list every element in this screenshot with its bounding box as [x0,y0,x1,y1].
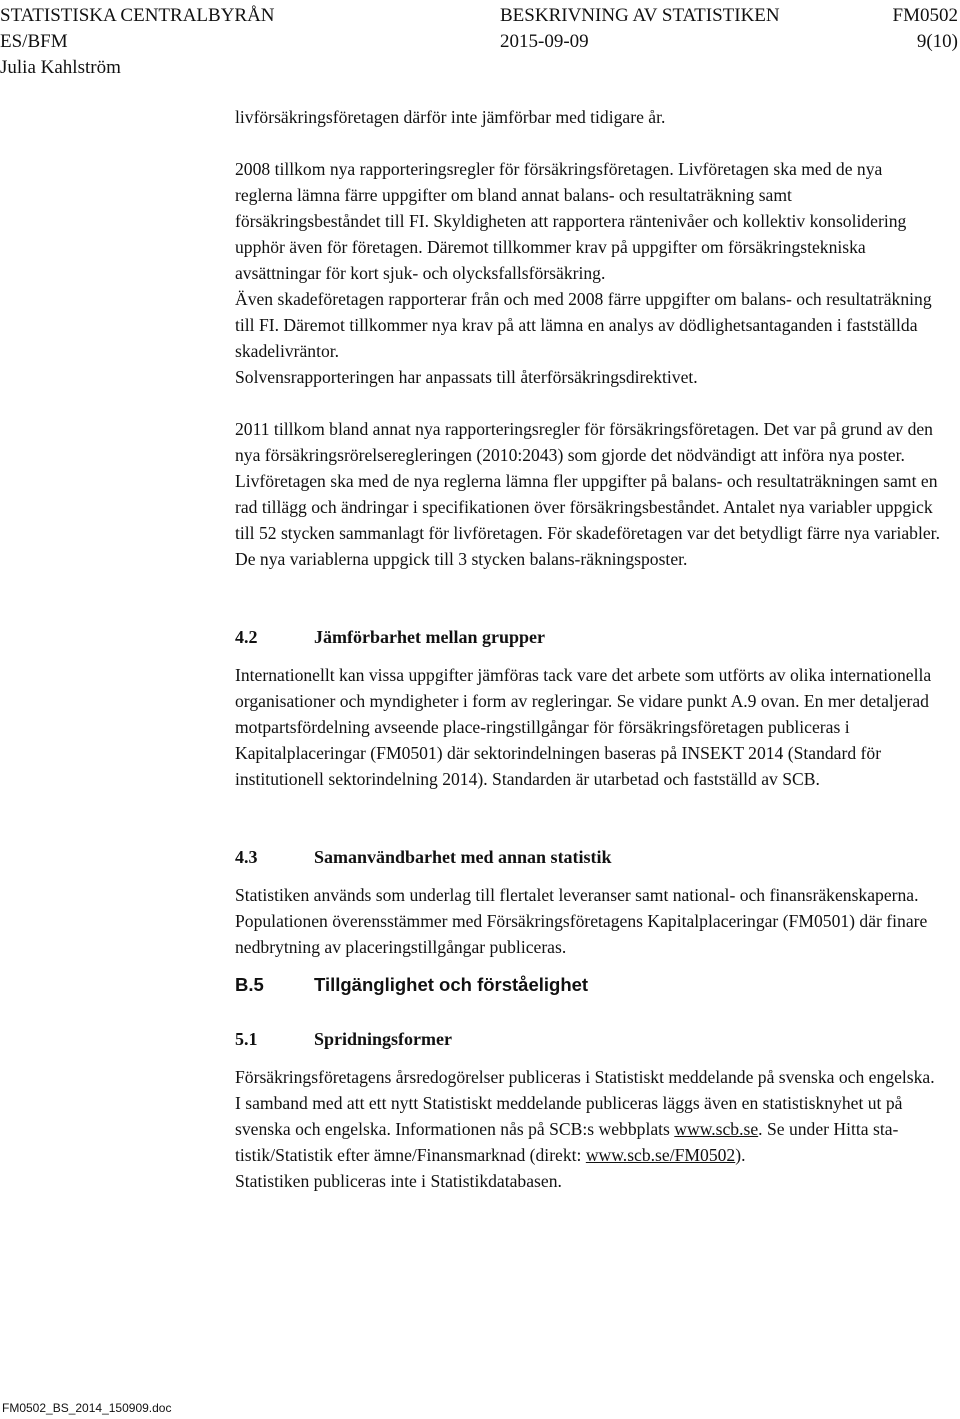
section-heading-4-3 [235,844,940,870]
section-heading-b-5 [235,972,940,998]
header-product-code: FM0502 [892,5,958,26]
section-number: B.5 [235,974,264,995]
header-organization: STATISTISKA CENTRALBYRÅN [0,5,275,26]
header-author: Julia Kahlström [0,57,121,78]
section-title: Spridningsformer [314,1029,453,1049]
section-number: 4.3 [235,847,258,867]
paragraph-jamforbarhet: Internationellt kan vissa uppgifter jämföras tack vare det arbete som utförts av olika internationella organisationer och myndigheter i form av regleringar. Se vidare punkt A.9 ovan. En mer detaljerad motpartsfördelning avseende place-ringstillgångar för försäkringsföretagen publiceras i Kapitalplaceringar (FM0501) där sektorindelningen baseras på INSEKT 2014 (Standard för institutionell sektorindelning 2014). Standarden är utarbetad och fastställd av SCB. [235,665,932,789]
paragraph-2008-rules: 2008 tillkom nya rapporteringsregler för försäkringsföretagen. Livföretagen ska med de nya reglerna lämna färre uppgifter om bland annat balans- och resultaträkning samt försäkringsbeståndet till FI. Skyldigheten att rapportera räntenivåer och kollektiv konsolidering upphör även för företagen. Däremot tillkommer krav på uppgifter om försäkringstekniska avsättningar för kort sjuk- och olycksfallsförsäkring. [235,159,907,283]
paragraph-spridningsformer: Försäkringsföretagens årsredogörelser publiceras i Statistiskt meddelande på svenska och engelska. I samband med att ett nytt Statistiskt meddelande publiceras läggs även en statistisknyhet ut på svenska och engelska. Informationen nås på SCB:s webbplats www.scb.se. Se under Hitta sta-tistik/Statistik efter ämne/Finansmarknad (direkt: www.scb.se/FM0502). [235,1067,935,1165]
section-number: 5.1 [235,1029,258,1049]
section-heading-4-2 [235,624,940,650]
paragraph-skadeforetagen: Även skadeföretagen rapporterar från och med 2008 färre uppgifter om balans- och resultaträkning till FI. Däremot tillkommer nya krav på att lämna en analys av dödlighetsantaganden i fastställda skadelivräntor. [235,289,932,361]
paragraph-solvens: Solvensrapporteringen har anpassats till återförsäkringsdirektivet. [235,367,698,387]
paragraph-continuation: livförsäkringsföretagen därför inte jämförbar med tidigare år. [235,107,666,127]
header-document-type: BESKRIVNING AV STATISTIKEN [500,5,780,26]
section-title: Tillgänglighet och förståelighet [314,974,589,995]
header-row-2 [0,29,960,55]
footer-filename: FM0502_BS_2014_150909.doc [2,1401,172,1415]
header-department: ES/BFM [0,31,68,52]
header-row-1 [0,3,960,29]
paragraph-statistikdatabasen: Statistiken publiceras inte i Statistikdatabasen. [235,1171,562,1191]
paragraph-samanvandbarhet: Statistiken används som underlag till flertalet leveranser samt national- och finansräkenskaperna. Populationen överensstämmer med Försäkringsföretagens Kapitalplaceringar (FM0501) där finare nedbrytning av placeringstillgångar publiceras. [235,885,928,957]
header-row-3 [0,55,960,81]
header-page-number: 9(10) [916,31,958,52]
link-scb-website[interactable]: www.scb.se [674,1119,759,1139]
section-number: 4.2 [235,627,258,647]
section-title: Jämförbarhet mellan grupper [314,627,545,647]
document-body [235,104,940,1194]
section-heading-5-1 [235,1026,940,1052]
header-date: 2015-09-09 [500,31,589,52]
link-fm0502[interactable]: www.scb.se/FM0502 [585,1145,736,1165]
paragraph-2011-rules: 2011 tillkom bland annat nya rapporteringsregler för försäkringsföretagen. Det var på grund av den nya försäkringsrörelseregleringen (2010:2043) som gjorde det nödvändigt att införa nya poster. Livföretagen ska med de nya reglerna lämna fler uppgifter på balans- och resultaträkningen samt en rad tillägg och ändringar i specifikationen över försäkringsbeståndet. Antalet nya variabler uppgick till 52 stycken sammanlagt för livföretagen. För skadeföretagen var det betydligt färre nya variabler. De nya variablerna uppgick till 3 stycken balans-räkningsposter. [235,419,940,569]
section-title: Samanvändbarhet med annan statistik [314,847,612,867]
